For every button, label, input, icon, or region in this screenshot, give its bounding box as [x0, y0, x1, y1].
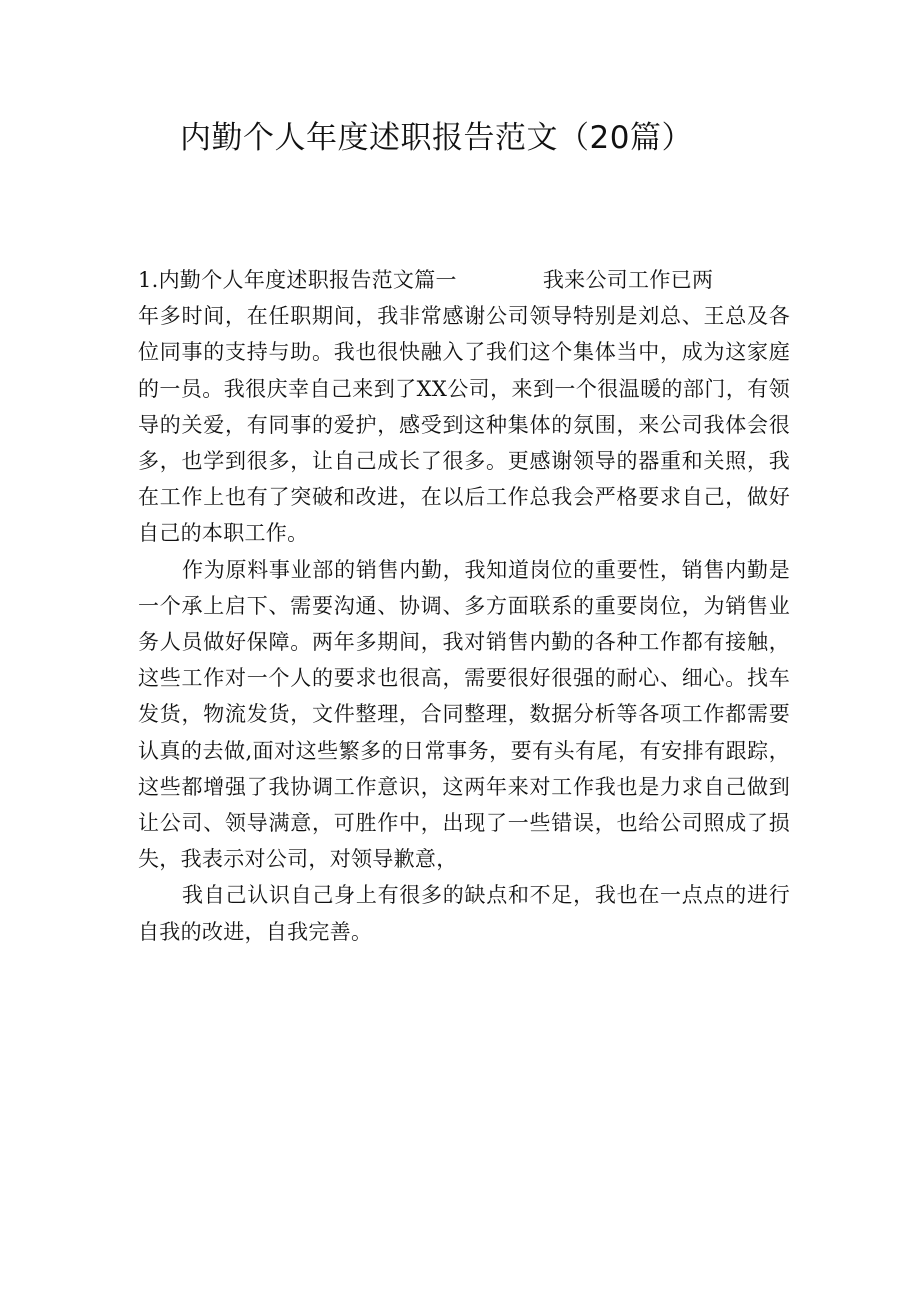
document-body — [138, 262, 790, 950]
paragraph-1-first-line — [138, 262, 790, 298]
paragraph-3: 我自己认识自己身上有很多的缺点和不足，我也在一点点的进行自我的改进，自我完善。 — [138, 883, 790, 944]
paragraph-1 — [138, 262, 790, 552]
section-heading: 1.内勤个人年度述职报告范文篇一 — [138, 268, 457, 292]
document-title: 内勤个人年度述职报告范文（20篇） — [180, 120, 693, 156]
paragraph-1-lead: 我来公司工作已两 — [542, 268, 714, 292]
paragraph-1-text: 年多时间，在任职期间，我非常感谢公司领导特别是刘总、王总及各位同事的支持与助。我也很快融入了我们这个集体当中，成为这家庭的一员。我很庆幸自己来到了XX公司，来到一个很温暖的部门，有领导的关爱，有同事的爱护，感受到这种集体的氛围，来公司我体会很多，也学到很多，让自己成长了很多。更感谢领导的器重和关照，我在工作上也有了突破和改进，在以后工作总我会严格要求自己，做好自己的本职工作。 — [138, 304, 790, 546]
paragraph-2: 作为原料事业部的销售内勤，我知道岗位的重要性，销售内勤是一个承上启下、需要沟通、协调、多方面联系的重要岗位，为销售业务人员做好保障。两年多期间，我对销售内勤的各种工作都有接触，这些工作对一个人的要求也很高，需要很好很强的耐心、细心。找车发货，物流发货，文件整理，合同整理，数据分析等各项工作都需要认真的去做,面对这些繁多的日常事务，要有头有尾，有安排有跟踪，这些都增强了我协调工作意识，这两年来对工作我也是力求自己做到让公司、领导满意，可胜作中，出现了一些错误，也给公司照成了损失，我表示对公司，对领导歉意， — [138, 557, 790, 872]
